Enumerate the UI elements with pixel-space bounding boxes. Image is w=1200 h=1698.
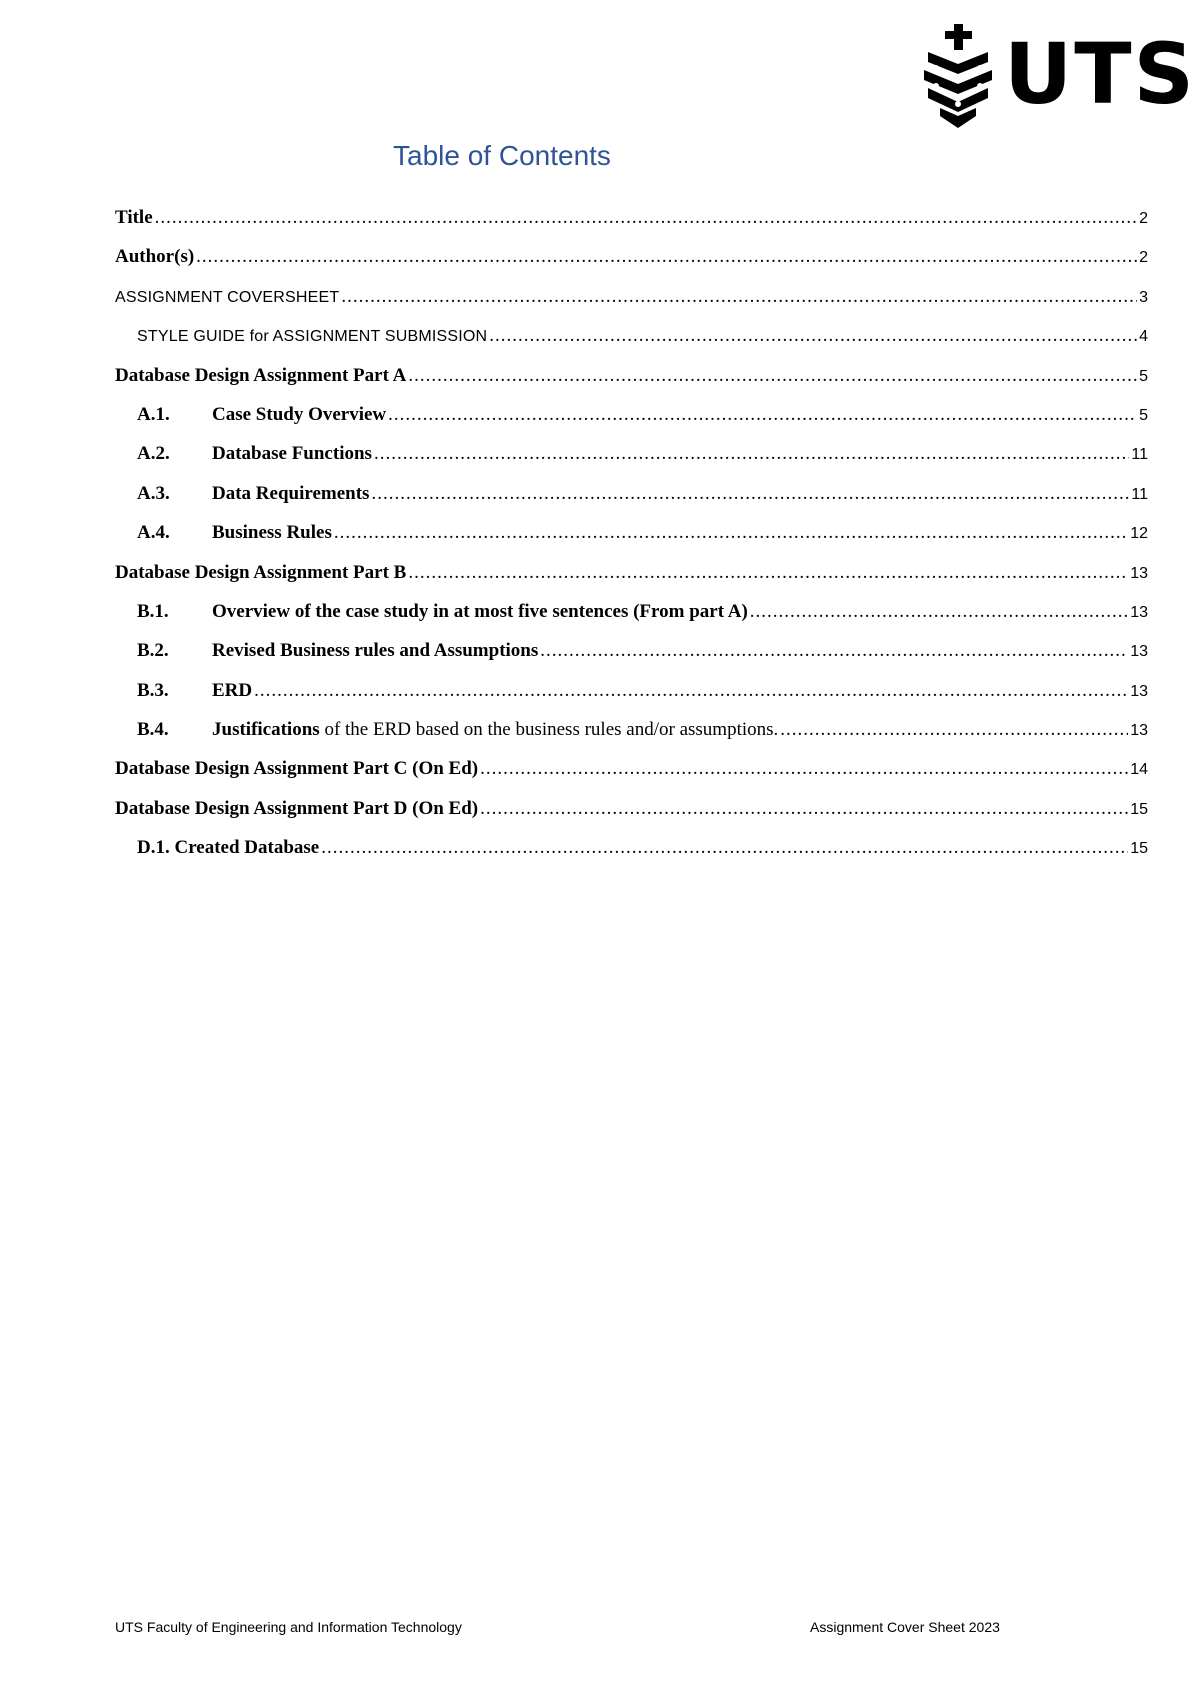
toc-entry-label: ERD: [212, 679, 253, 701]
toc-entry-label: D.1. Created Database: [137, 837, 320, 859]
toc-dot-leader: [489, 325, 1137, 347]
toc-page-number: 3: [1139, 288, 1148, 306]
toc-entry[interactable]: [115, 483, 1148, 522]
uts-logo: [918, 24, 1197, 130]
toc-entry-label: Database Design Assignment Part C (On Ed): [115, 758, 479, 780]
toc-entry-label: Revised Business rules and Assumptions: [212, 640, 539, 662]
toc-dot-leader: [155, 207, 1137, 229]
toc-page-number: 15: [1130, 840, 1148, 858]
toc-title: Table of Contents: [393, 140, 611, 171]
toc-dot-leader: [341, 286, 1137, 308]
toc-dot-leader: [388, 404, 1137, 426]
toc-entry[interactable]: [115, 443, 1148, 482]
toc-page-number: 13: [1130, 603, 1148, 621]
toc-entry-label: ASSIGNMENT COVERSHEET: [115, 288, 340, 306]
uts-wordmark: UTS: [1004, 25, 1197, 123]
toc-entry[interactable]: [115, 404, 1148, 443]
toc-page-number: 12: [1130, 525, 1148, 543]
toc-entry-label: Title: [115, 207, 153, 228]
toc-page-number: 5: [1139, 406, 1148, 424]
toc-page-number: 11: [1131, 446, 1148, 464]
toc-entry[interactable]: [115, 522, 1148, 561]
toc-entry-label: Database Functions: [212, 443, 372, 465]
toc-entry[interactable]: [115, 719, 1148, 758]
toc-entry-label: Author(s): [115, 246, 195, 268]
toc-entry-label: Database Design Assignment Part D (On Ed): [115, 797, 479, 819]
toc-entry[interactable]: [115, 365, 1148, 404]
footer-left: UTS Faculty of Engineering and Information Technology: [115, 1619, 462, 1635]
toc-dot-leader: [540, 640, 1128, 662]
toc-entry[interactable]: [115, 246, 1148, 285]
toc-entry-label: STYLE GUIDE for ASSIGNMENT SUBMISSION: [137, 328, 488, 346]
toc-dot-leader: [408, 562, 1128, 584]
toc-page-number: 13: [1130, 722, 1148, 740]
toc-dot-leader: [750, 601, 1128, 623]
toc-entry[interactable]: [115, 207, 1148, 246]
toc-entry[interactable]: [115, 837, 1148, 876]
toc-entry-label: Database Design Assignment Part A: [115, 364, 407, 386]
toc-entry-label: Overview of the case study in at most five sentences (From part A): [212, 600, 748, 622]
toc-entry-label: Data Requirements: [212, 482, 370, 504]
toc-dot-leader: [371, 483, 1129, 505]
toc-page-number: 11: [1131, 485, 1148, 503]
toc-entry[interactable]: [115, 601, 1148, 640]
toc-entry-label: Justifications of the ERD based on the business rules and/or assumptions.: [212, 719, 779, 741]
toc-entry[interactable]: [115, 325, 1148, 364]
toc-page-number: 13: [1130, 643, 1148, 661]
toc-entry-number: B.4.: [137, 719, 169, 741]
toc-entry-label: Database Design Assignment Part B: [115, 561, 407, 583]
toc-entry-label: Case Study Overview: [212, 403, 387, 425]
toc-page-number: 2: [1139, 249, 1148, 267]
toc-dot-leader: [321, 837, 1128, 859]
toc-dot-leader: [408, 365, 1137, 387]
toc-entry[interactable]: [115, 286, 1148, 325]
toc-dot-leader: [254, 680, 1128, 702]
toc-dot-leader: [334, 522, 1128, 544]
toc-dot-leader: [480, 758, 1128, 780]
toc-page-number: 4: [1139, 328, 1148, 346]
toc-entry-number: A.4.: [137, 522, 170, 544]
toc-page-number: 14: [1130, 761, 1148, 779]
uts-crest-icon: [918, 24, 998, 130]
toc-page-number: 13: [1130, 564, 1148, 582]
toc-entry[interactable]: [115, 680, 1148, 719]
toc-entry[interactable]: [115, 798, 1148, 837]
toc-entry-number: A.2.: [137, 443, 170, 465]
table-of-contents: [115, 207, 1148, 877]
toc-entry-number: B.2.: [137, 640, 169, 662]
footer-right: Assignment Cover Sheet 2023: [810, 1619, 1000, 1635]
toc-page-number: 13: [1130, 682, 1148, 700]
toc-entry-label: Business Rules: [212, 522, 332, 544]
toc-entry[interactable]: [115, 640, 1148, 679]
toc-entry[interactable]: [115, 562, 1148, 601]
toc-entry-number: A.3.: [137, 482, 170, 504]
toc-dot-leader: [780, 719, 1128, 741]
toc-dot-leader: [196, 246, 1137, 268]
toc-page-number: 15: [1130, 800, 1148, 818]
toc-entry-number: A.1.: [137, 403, 170, 425]
toc-page-number: 5: [1139, 367, 1148, 385]
toc-entry-number: B.3.: [137, 679, 169, 701]
toc-dot-leader: [374, 443, 1129, 465]
toc-dot-leader: [480, 798, 1128, 820]
toc-entry-number: B.1.: [137, 600, 169, 622]
toc-page-number: 2: [1139, 210, 1148, 227]
toc-entry[interactable]: [115, 758, 1148, 797]
